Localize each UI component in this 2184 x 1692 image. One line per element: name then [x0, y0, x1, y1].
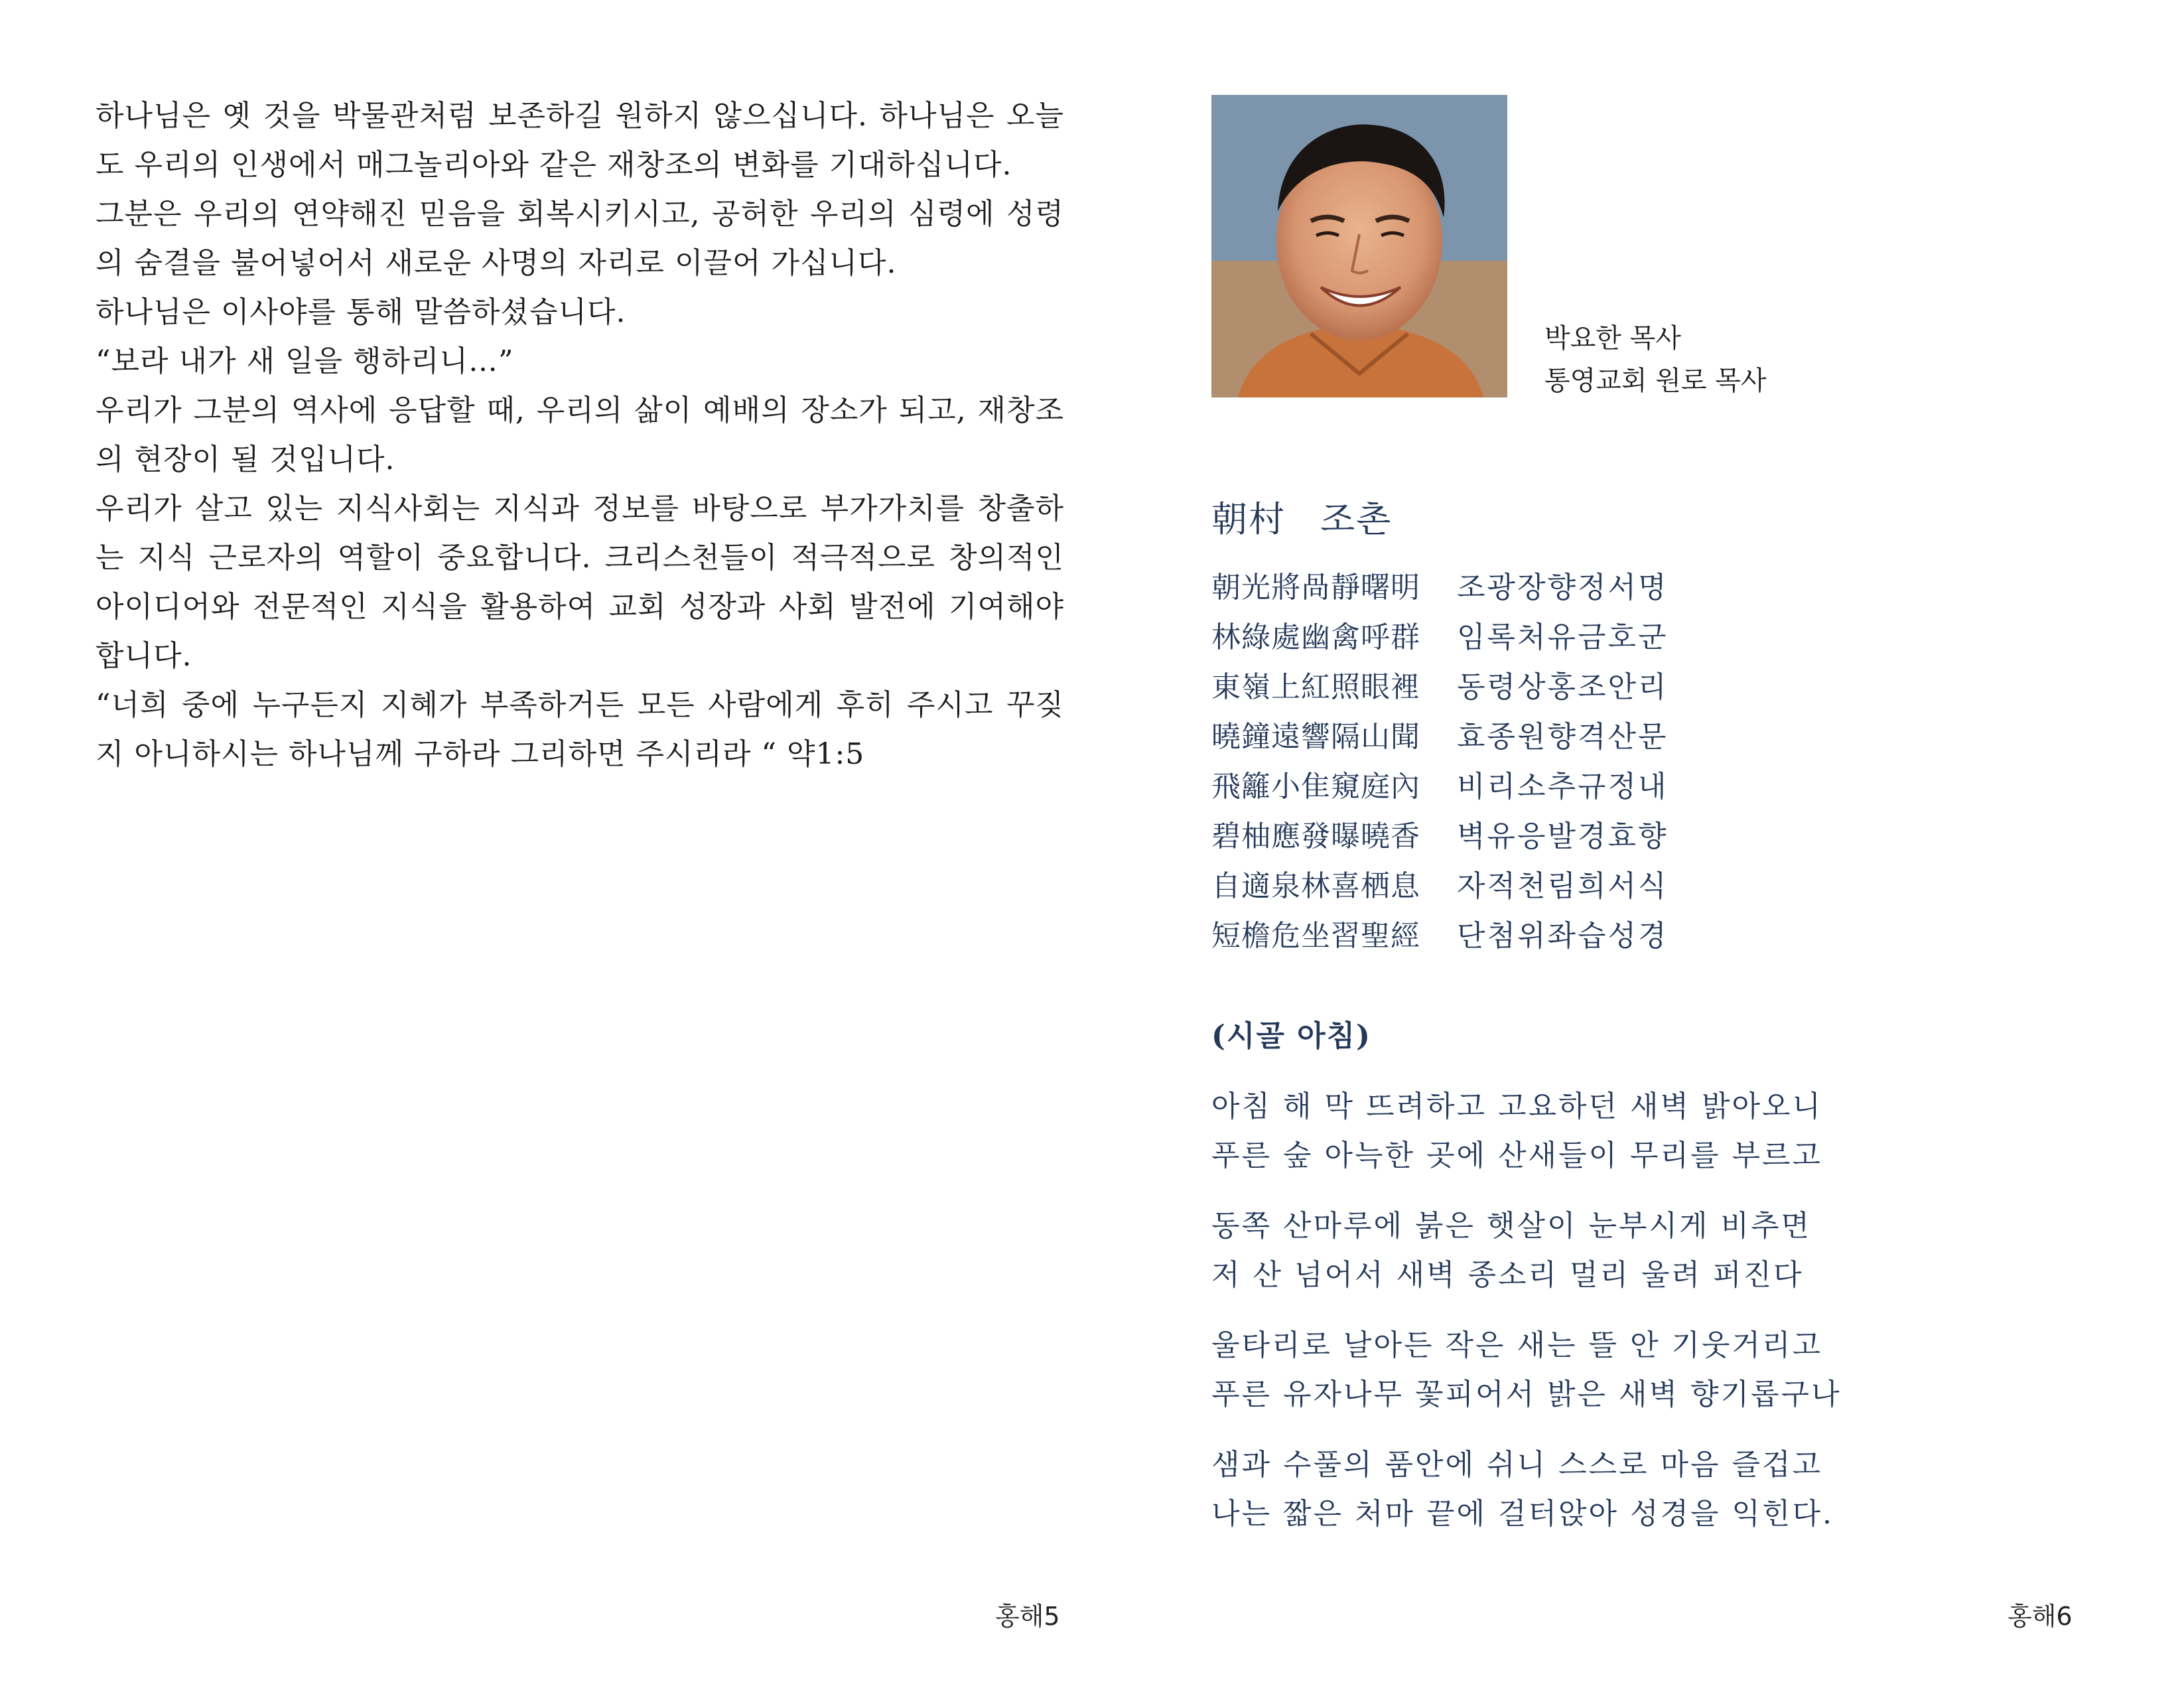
stanza	[1211, 1082, 1842, 1180]
author-caption	[1544, 317, 1767, 402]
poem-line-hangul: 효종원향격산문	[1457, 720, 1669, 754]
poem-line	[1211, 712, 1669, 762]
poem-line-hanja: 自適泉林喜栖息	[1211, 869, 1420, 903]
paragraph: 그분은 우리의 연약해진 믿음을 회복시키시고, 공허한 우리의 심령에 성령의 숨결을 불어넣어서 새로운 사명의 자리로 이끌어 가십니다.	[96, 197, 1064, 280]
poem-line	[1211, 762, 1669, 811]
poem-lines	[1211, 563, 1669, 961]
translation-heading: (시골 아침)	[1211, 1019, 1371, 1053]
author-title: 통영교회 원로 목사	[1544, 366, 1767, 396]
poem-line-hangul: 동령상홍조안리	[1457, 670, 1669, 704]
stanza	[1211, 1202, 1842, 1300]
poem-line-hanja: 短檐危坐習聖經	[1211, 919, 1420, 953]
poem-line-hangul: 조광장향정서명	[1457, 571, 1669, 604]
poem-line-hanja: 東嶺上紅照眼裡	[1211, 670, 1420, 704]
right-page	[1092, 0, 2184, 1692]
author-name: 박요한 목사	[1544, 323, 1681, 354]
poem-line-hanja: 林綠處幽禽呼群	[1211, 620, 1420, 654]
quote: “보라 내가 새 일을 행하리니…”	[96, 344, 514, 378]
stanza	[1211, 1441, 1842, 1539]
stanza-line: 울타리로 날아든 작은 새는 뜰 안 기웃거리고	[1211, 1328, 1822, 1362]
poem-line-hangul: 벽유응발경효향	[1457, 819, 1669, 853]
stanza-line: 푸른 숲 아늑한 곳에 산새들이 무리를 부르고	[1211, 1139, 1822, 1172]
stanza-line: 샘과 수풀의 품안에 쉬니 스스로 마음 즐겁고	[1211, 1448, 1822, 1482]
poem-line-hangul: 비리소추규정내	[1457, 770, 1669, 804]
poem-line	[1211, 811, 1669, 861]
quote: “너희 중에 누구든지 지혜가 부족하거든 모든 사람에게 후히 주시고 꾸짖지 아니하시는 하나님께 구하라 그리하면 주시리라 “ 약1:5	[96, 688, 1064, 771]
poem-line-hanja: 飛籬小隹窺庭內	[1211, 770, 1420, 804]
poem-title-hangul: 조촌	[1320, 498, 1393, 540]
paragraph: 우리가 살고 있는 지식사회는 지식과 정보를 바탕으로 부가가치를 창출하는 지식 근로자의 역할이 중요합니다. 크리스천들이 적극적으로 창의적인 아이디어와 전문적인 지식을 활용하여 교회 성장과 사회 발전에 기여해야 합니다.	[96, 492, 1064, 673]
author-portrait	[1211, 95, 1507, 397]
poem-line-hanja: 曉鐘遠響隔山聞	[1211, 720, 1420, 754]
poem-line	[1211, 662, 1669, 712]
poem-line	[1211, 861, 1669, 911]
poem-line-hangul: 단첨위좌습성경	[1457, 919, 1669, 953]
poem-line-hangul: 임록처유금호군	[1457, 620, 1669, 654]
stanza-line: 푸른 유자나무 꽃피어서 밝은 새벽 향기롭구나	[1211, 1377, 1842, 1411]
poem-line-hangul: 자적천림희서식	[1457, 869, 1669, 903]
poem-line	[1211, 612, 1669, 662]
poem-line-hanja: 朝光將咼靜曙明	[1211, 571, 1420, 604]
sermon-text	[96, 92, 1064, 779]
stanza-line: 동쪽 산마루에 붉은 햇살이 눈부시게 비추면	[1211, 1209, 1812, 1243]
page-number: 홍해5	[995, 1602, 1060, 1631]
poem-line-hanja: 碧柚應發曝曉香	[1211, 819, 1420, 853]
paragraph: 하나님은 이사야를 통해 말씀하셨습니다.	[96, 295, 626, 329]
stanza	[1211, 1321, 1842, 1419]
poem-title	[1211, 491, 1392, 542]
page-number: 홍해6	[2008, 1602, 2073, 1631]
poem-line	[1211, 563, 1669, 612]
poem-line	[1211, 911, 1669, 961]
stanza-line: 나는 짧은 처마 끝에 걸터앉아 성경을 익힌다.	[1211, 1497, 1834, 1531]
poem-translation	[1211, 1012, 1842, 1539]
paragraph: 우리가 그분의 역사에 응답할 때, 우리의 삶이 예배의 장소가 되고, 재창조의 현장이 될 것입니다.	[96, 393, 1064, 476]
stanza-line: 저 산 넘어서 새벽 종소리 멀리 울려 퍼진다	[1211, 1258, 1804, 1292]
poem-title-hanja: 朝村	[1211, 498, 1286, 540]
paragraph: 하나님은 옛 것을 박물관처럼 보존하길 원하지 않으십니다. 하나님은 오늘도 우리의 인생에서 매그놀리아와 같은 재창조의 변화를 기대하십니다.	[96, 99, 1064, 182]
stanza-line: 아침 해 막 뜨려하고 고요하던 새벽 밝아오니	[1211, 1090, 1822, 1123]
